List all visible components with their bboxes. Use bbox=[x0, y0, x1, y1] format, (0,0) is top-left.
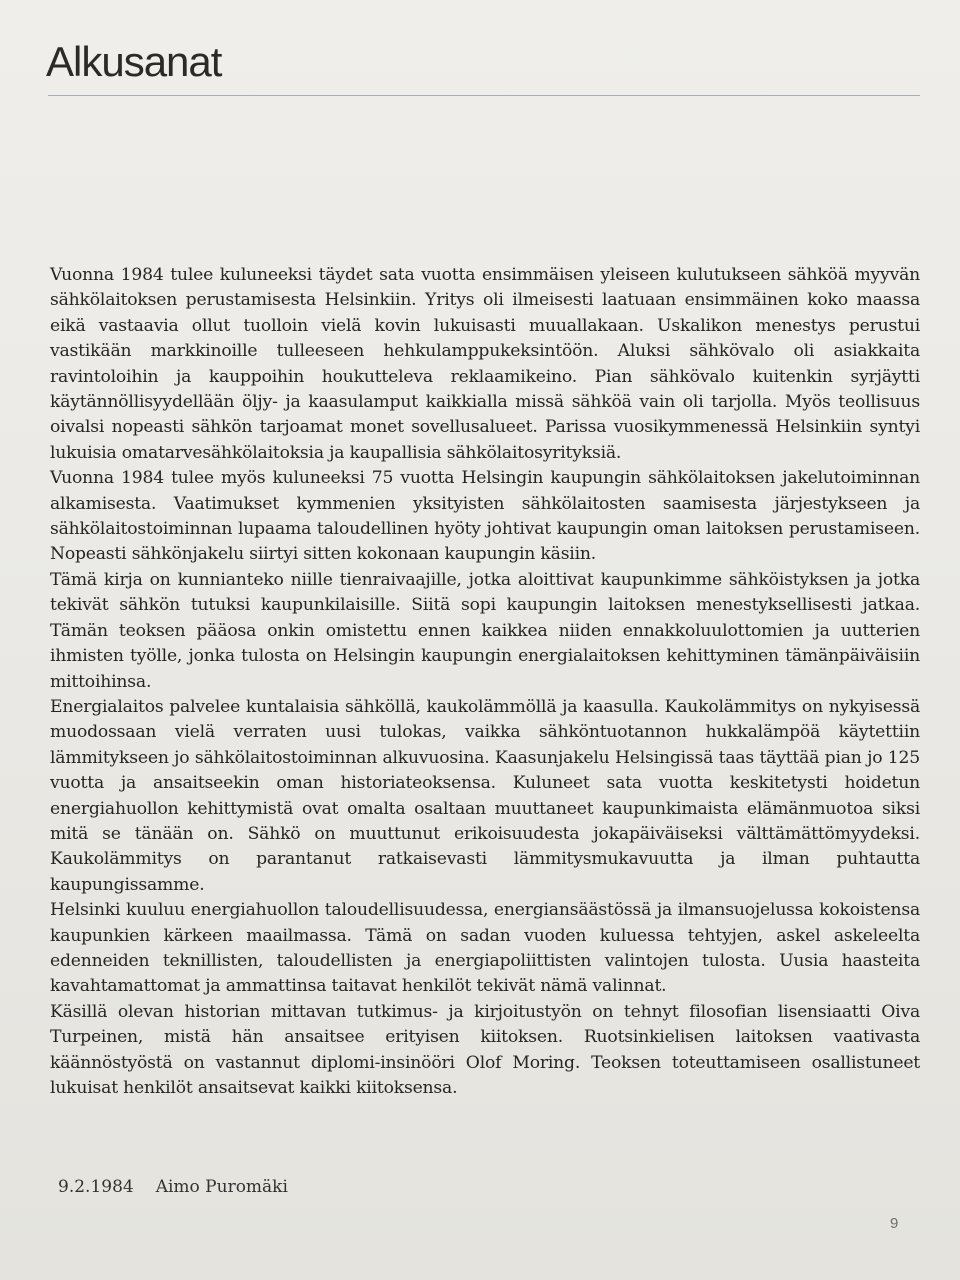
page-number: 9 bbox=[890, 1215, 899, 1232]
paragraph: Vuonna 1984 tulee myös kuluneeksi 75 vuotta Helsingin kaupungin sähkölaitoksen jakelutoiminnan alkamisesta. Vaatimukset kymmenien yksityisten sähkölaitosten saamisesta järjestykseen ja sähkölaitostoiminnan lupaama taloudellinen hyöty johtivat kaupungin oman laitoksen perustamiseen. Nopeasti sähkönjakelu siirtyi sitten kokonaan kaupungin käsiin. bbox=[50, 468, 920, 565]
paragraph: Käsillä olevan historian mittavan tutkimus- ja kirjoitustyön on tehnyt filosofian lisensiaatti Oiva Turpeinen, mistä hän ansaitsee erityisen kiitoksen. Ruotsinkielisen laitoksen vaativasta käännöstyöstä on vastannut diplomi-insinööri Olof Moring. Teoksen toteuttamiseen osallistuneet lukuisat henkilöt ansaitsevat kaikki kiitoksensa. bbox=[50, 1001, 920, 1098]
paragraph: Energialaitos palvelee kuntalaisia sähköllä, kaukolämmöllä ja kaasulla. Kaukolämmitys on nykyisessä muodossaan vielä verraten uusi tulokas, vaikka sähköntuotannon hukkalämpöä käytettiin lämmitykseen jo sähkölaitostoiminnan alkuvuosina. Kaasunjakelu Helsingissä taas täyttää pian jo 125 vuotta ja ansaitseekin oman historiateoksensa. Kuluneet sata vuotta keskitetysti hoidetun energiahuollon kehittymistä ovat omalta osaltaan muuttaneet kaupunkimaista elämänmuotoa siksi mitä se tänään on. Sähkö on muuttunut erikoisuudesta jokapäiväiseksi välttämättömyydeksi. Kaukolämmitys on parantanut ratkaisevasti lämmitysmukavuutta ja ilman puhtautta kaupungissamme. bbox=[50, 696, 920, 895]
paragraph: Vuonna 1984 tulee kuluneeksi täydet sata vuotta ensimmäisen yleiseen kulutukseen sähköä myyvän sähkölaitoksen perustamisesta Helsinkiin. Yritys oli ilmeisesti laatuaan ensimmäinen koko maassa eikä vastaavia ollut tuolloin vielä kovin lukuisasti muuallakaan. Uskalikon menestys perustui vastikään markkinoille tulleeseen hehkulamppukeksintöön. Aluksi sähkövalo oli asiakkaita ravintoloihin ja kauppoihin houkutteleva reklaamikeino. Pian sähkövalo kuitenkin syrjäytti käytännöllisyydellään öljy- ja kaasulamput kaikkialla missä sähköä vain oli tarjolla. Myös teollisuus oivalsi nopeasti sähkön tarjoamat monet sovellusalueet. Parissa vuosikymmenessä Helsinkiin syntyi lukuisia omatarvesähkölaitoksia ja kaupallisia sähkölaitosyrityksiä. bbox=[50, 265, 920, 463]
signature-date: 9.2.1984 bbox=[58, 1177, 134, 1197]
signature-name: Aimo Puromäki bbox=[155, 1177, 288, 1197]
paragraph: Tämä kirja on kunnianteko niille tienraivaajille, jotka aloittivat kaupunkimme sähköistyksen ja jotka tekivät sähkön tutuksi kaupunkilaisille. Siitä sopi kaupungin laitoksen menestyksellisesti jatkaa. Tämän teoksen pääosa onkin omistettu ennen kaikkea niiden ennakkoluulottomien ja uutterien ihmisten työlle, jonka tulosta on Helsingin kaupungin energialaitoksen kehittyminen tämänpäiväisiin mittoihinsa. bbox=[50, 569, 920, 692]
signature-line bbox=[58, 1176, 288, 1198]
page-title: Alkusanat bbox=[46, 38, 222, 85]
title-divider bbox=[48, 95, 920, 96]
paragraph: Helsinki kuuluu energiahuollon taloudellisuudessa, energiansäästössä ja ilmansuojelussa kokoistensa kaupunkien kärkeen maailmassa. Tämä on sadan vuoden kuluessa tehtyjen, askel askeleelta edenneiden teknillisten, taloudellisten ja energiapoliittisten valintojen tulosta. Uusia haasteita kavahtamattomat ja ammattinsa taitavat henkilöt tekivät nämä valinnat. bbox=[50, 900, 920, 997]
preface-body bbox=[50, 263, 920, 1101]
